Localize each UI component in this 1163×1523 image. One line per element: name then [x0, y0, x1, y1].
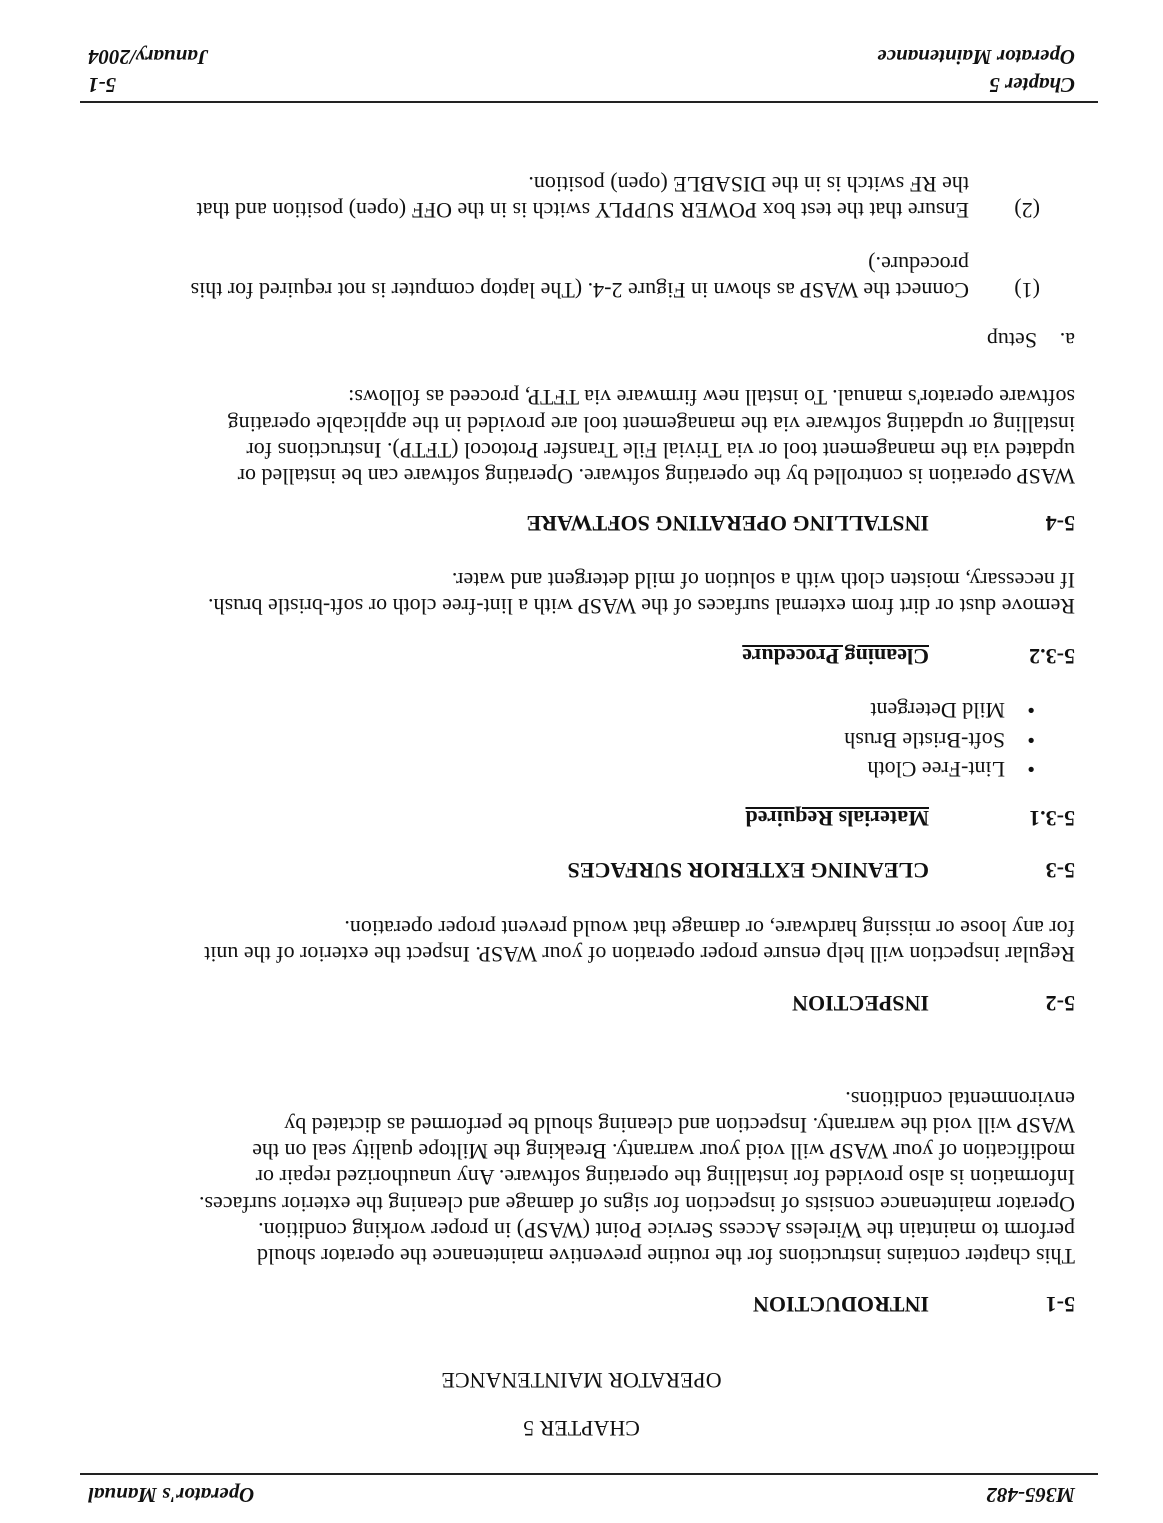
- text-line: procedure.): [868, 251, 969, 277]
- step-number: (2): [1014, 198, 1040, 223]
- list-item-text: Soft-Bristle Brush: [844, 728, 1005, 753]
- text-line: Operator maintenance consists of inspection for signs of damage and cleaning the exterior surfaces.: [198, 1191, 1075, 1217]
- text-line: Information is also provided for installing the operating software. Any unauthorized repair or: [255, 1165, 1075, 1191]
- footer-date: January/2004: [88, 45, 209, 69]
- chapter-title: CHAPTER 5: [523, 1416, 640, 1441]
- subsection-title: Materials Required: [745, 806, 929, 831]
- doc-number: M365-482: [986, 1483, 1075, 1507]
- text-line: Remove dust or dirt from external surfaces of the WASP with a lint-free cloth or soft-bristle brush.: [208, 594, 1075, 619]
- list-item-text: Lint-Free Cloth: [867, 757, 1005, 782]
- chapter-subtitle: OPERATOR MAINTENANCE: [441, 1368, 722, 1393]
- section-number: 5-4: [1045, 511, 1075, 536]
- text-line: WASP will void the warranty. Inspection and cleaning should be performed as dictated by: [284, 1112, 1075, 1138]
- footer-chapter: Chapter 5: [989, 73, 1075, 97]
- doc-type: Operator's Manual: [88, 1483, 255, 1507]
- section-title: INTRODUCTION: [752, 1292, 929, 1317]
- section-number: 5-3: [1045, 858, 1075, 883]
- bullet: •: [1027, 728, 1035, 753]
- list-item-text: Mild Detergent: [870, 698, 1005, 723]
- footer-rule: [80, 101, 1098, 103]
- setup-label: a.: [1059, 328, 1075, 353]
- section-title: INSTALLING OPERATING SOFTWARE: [526, 511, 929, 536]
- text-line: modification of your WASP will void your warranty. Breaking the Miltope quality seal on the: [252, 1139, 1075, 1165]
- bullet: •: [1027, 698, 1035, 723]
- setup-title: Setup: [986, 328, 1037, 353]
- text-line: updated via the management tool or via Trivial File Transfer Protocol (TFTP). Instructions for: [246, 437, 1075, 463]
- text-line: WASP operation is controlled by the operating software. Operating software can be installed or: [237, 464, 1075, 489]
- section-title: INSPECTION: [792, 991, 929, 1016]
- text-line: for any loose or missing hardware, or damage that would prevent proper operation.: [344, 915, 1075, 941]
- section-title: CLEANING EXTERIOR SURFACES: [567, 858, 929, 883]
- intro-paragraph: [90, 1086, 1075, 1269]
- subsection-title: Cleaning Procedure: [742, 644, 929, 669]
- section-number: 5-1: [1045, 1292, 1075, 1317]
- section-number: 5-2: [1045, 991, 1075, 1016]
- step-number: (1): [1014, 278, 1040, 303]
- footer-page: 5-1: [88, 73, 116, 97]
- subsection-number: 5-3.2: [1029, 644, 1075, 669]
- list-item: [870, 697, 1035, 723]
- subsection-number: 5-3.1: [1029, 806, 1075, 831]
- bullet: •: [1027, 757, 1035, 782]
- list-item: [868, 756, 1035, 782]
- footer-title: Operator Maintenance: [877, 45, 1075, 69]
- step-text: [91, 171, 969, 223]
- software-paragraph: [90, 384, 1075, 489]
- text-line: the RF switch is in the DISABLE (open) position.: [528, 171, 969, 197]
- text-line: Connect the WASP as shown in Figure 2-4. (The laptop computer is not required for this: [190, 278, 969, 303]
- text-line: This chapter contains instructions for the routine preventive maintenance the operator should: [256, 1244, 1075, 1269]
- cleaning-paragraph: [90, 567, 1075, 619]
- text-line: installing or updating software via the management tool are provided in the applicable operating: [227, 411, 1075, 437]
- setup-heading: [987, 327, 1075, 353]
- text-line: perform to maintain the Wireless Access Service Point (WASP) in proper working condition.: [258, 1217, 1075, 1243]
- step-text: [91, 251, 969, 303]
- text-line: If necessary, moisten cloth with a solution of mild detergent and water.: [451, 567, 1075, 593]
- inspection-paragraph: [90, 915, 1075, 967]
- header-rule: [80, 1473, 1098, 1475]
- text-line: Regular inspection will help ensure proper operation of your WASP. Inspect the exterior of the unit: [204, 942, 1075, 967]
- text-line: software operator's manual. To install new firmware via TFTP, proceed as follows:: [348, 385, 1075, 411]
- list-item: [844, 727, 1035, 753]
- text-line: environmental conditions.: [845, 1086, 1075, 1112]
- text-line: Ensure that the test box POWER SUPPLY switch is in the OFF (open) position and that: [196, 198, 969, 223]
